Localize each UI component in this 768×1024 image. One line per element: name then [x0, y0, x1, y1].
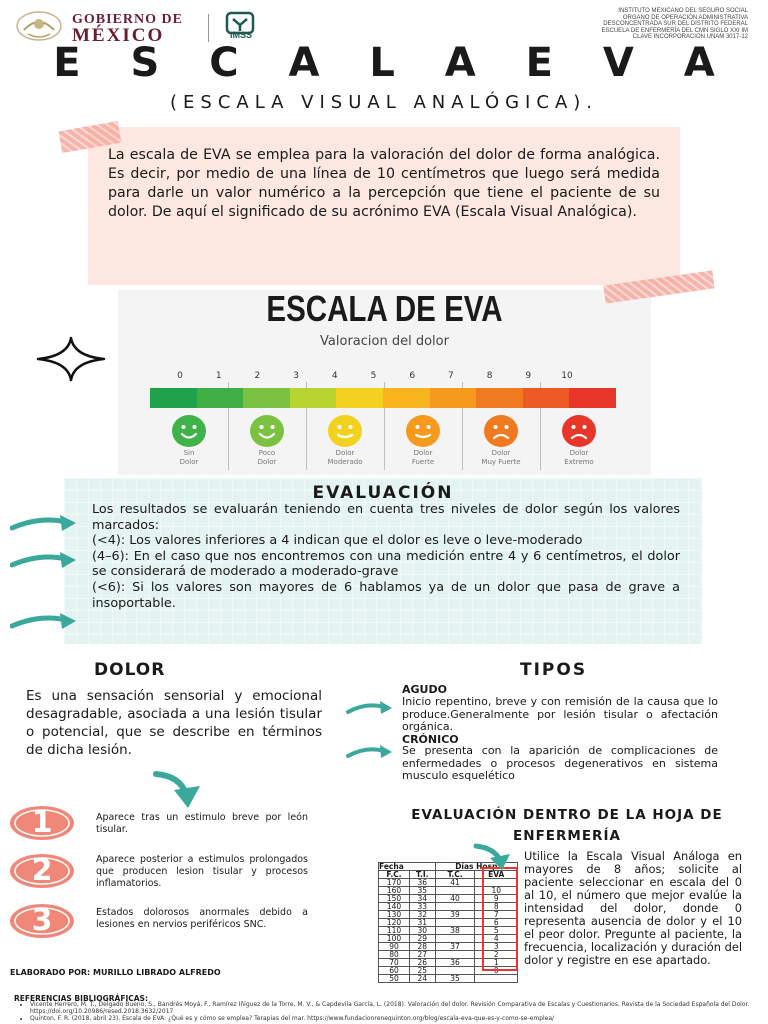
gobierno-mexico-logo: GOBIERNO DE MÉXICO [72, 12, 183, 46]
dolor-item-text: Aparece tras un estimulo breve por león tisular. [96, 812, 308, 835]
eva-column-highlight [482, 867, 518, 971]
reference-item: • Vicente Herrero, M. T., Delgado Bueno, S., Bandrés Moyá, F., Ramírez Iñiguez de la Torre, M. V., & Capdevila García, L. (2018). Valoración del dolor. Revisión Comparativa de Escalas y Cuestionarios. Revista de la Sociedad Española del Dolor. https://doi.org/10.20986/resed.2018.3632/2017 [30, 1001, 762, 1015]
scale-color-segment [150, 388, 197, 408]
scale-color-segment [383, 388, 430, 408]
teal-arrow-icon [346, 742, 394, 762]
table-cell: 3 [475, 943, 518, 951]
tipos-title: TIPOS [520, 660, 588, 680]
hoja-text: Utilice la Escala Visual Análoga en mayores de 8 años; solicite al paciente seleccionar en escala del 0 al 10, el número que mejor evalúe la intensidad del dolor, donde 0 representa ausencia de dolor y el 10 el peor dolor. Pregunte al paciente, la frecuencia, localización y duración del dolor y registre en ese apartado. [524, 849, 742, 967]
evaluation-paragraph: (4–6): En el caso que nos encontremos con una medición entre 4 y 6 centímetros, el dolor se considerará de moderado a moderado-grave [92, 548, 680, 580]
hoja-title: EVALUACIÓN DENTRO DE LA HOJA DE ENFERMERÍA [411, 807, 723, 844]
face-label: Dolor Fuerte [411, 449, 435, 466]
dolor-item-text: Aparece posterior a estimulos prolongados que producen lesion tisular y procesos inflamatorios. [96, 854, 308, 889]
table-cell: 31 [409, 919, 435, 927]
table-cell: 160 [379, 887, 410, 895]
table-cell: 27 [409, 951, 435, 959]
table-cell: 170 [379, 879, 410, 887]
curved-arrow-icon [472, 842, 520, 872]
table-cell: 36 [409, 879, 435, 887]
table-cell: 80 [379, 951, 410, 959]
table-header: T.I. [409, 871, 435, 879]
dolor-item-text: Estados dolorosos anormales debido a lesiones en nervios periféricos SNC. [96, 907, 308, 930]
table-cell: 60 [379, 967, 410, 975]
evaluation-text [92, 502, 680, 611]
number-3-label: 3 [31, 903, 53, 938]
table-cell: 35 [435, 975, 475, 983]
scale-tick-9: 9 [525, 371, 532, 381]
face-neutral-icon [405, 414, 441, 448]
table-cell: 50 [379, 975, 410, 983]
table-cell: 8 [475, 903, 518, 911]
scale-tick-6: 6 [409, 371, 416, 381]
scale-color-segment [523, 388, 570, 408]
table-cell: 30 [409, 927, 435, 935]
table-cell: 2 [475, 951, 518, 959]
scale-color-segment [197, 388, 244, 408]
face-label: Dolor Muy Fuerte [481, 449, 521, 466]
table-dias: Días Hosp [435, 863, 517, 871]
table-cell: 120 [379, 919, 410, 927]
number-1-label: 1 [31, 805, 53, 840]
scale-color-segment [290, 388, 337, 408]
face-neutral-icon [327, 414, 363, 448]
table-cell: 41 [435, 879, 475, 887]
author-credit: ELABORADO POR: MURILLO LIBRADO ALFREDO [10, 968, 221, 977]
table-cell: 29 [409, 935, 435, 943]
intro-text: La escala de EVA se emplea para la valoración del dolor de forma analógica. Es decir, por medio de una línea de 10 centímetros que luego será medida para darle un valor numérico a la percepción que tiene el paciente de su dolor. De aquí el significado de su acrónimo EVA (Escala Visual Analógica). [108, 147, 660, 220]
table-cell: 130 [379, 911, 410, 919]
table-cell: 38 [435, 927, 475, 935]
table-cell: 90 [379, 943, 410, 951]
curved-arrow-icon [150, 768, 210, 810]
table-cell: 40 [435, 895, 475, 903]
table-cell: 25 [409, 967, 435, 975]
table-cell: 5 [475, 927, 518, 935]
table-cell: 0 [475, 967, 518, 975]
cronico-heading: CRÓNICO [402, 733, 459, 746]
scale-tick-7: 7 [448, 371, 454, 381]
table-cell: 4 [475, 935, 518, 943]
table-header: F.C. [379, 871, 410, 879]
face-label: Dolor Moderado [327, 449, 363, 466]
teal-arrow-icon [10, 549, 80, 573]
references-list [22, 1001, 762, 1022]
evaluation-paragraph: (<4): Los valores inferiores a 4 indican que el dolor es leve o leve-moderado [92, 533, 583, 549]
table-cell: 26 [409, 959, 435, 967]
table-cell: 1 [475, 959, 518, 967]
table-cell: 28 [409, 943, 435, 951]
dolor-definition: Es una sensación sensorial y emocional desagradable, asociada a una lesión tisular o potencial, que se describe en términos de dicha lesión. [26, 688, 322, 758]
reference-item: • Quinton, F. R. (2018, abril 23). Escala de EVA: ¿Qué es y cómo se emplea? Terapias del mar. https://www.fundacionrenequinton.org/blog/escala-eva-que-es-y-como-se-emplea/ [30, 1015, 762, 1022]
scale-tick-2: 2 [254, 371, 261, 381]
institution-info: INSTITUTO MEXICANO DEL SEGURO SOCIAL ORGANO DE OPERACIÓN ADMINISTRATIVA DESCONCENTRADA SUR DEL DISTRITO FEDERAL ESCUELA DE ENFERMERÍA DEL CMN SIGLO XXI IM CLAVE INCORPORACION UNAM 3017-12 [601, 8, 748, 41]
scale-tick-8: 8 [486, 371, 493, 381]
face-label: Dolor Extremo [564, 449, 594, 466]
table-row [379, 975, 518, 983]
scale-subtitle: Valoracion del dolor [320, 334, 449, 349]
table-cell: 34 [409, 895, 435, 903]
scale-tick-10: 10 [561, 371, 573, 381]
scale-tick-5: 5 [370, 371, 377, 381]
agudo-text: Inicio repentino, breve y con remisión de la causa que lo produce.Generalmente por lesión tisular o afectación orgánica. [402, 695, 718, 734]
scale-color-segment [336, 388, 383, 408]
table-cell: 36 [435, 959, 475, 967]
teal-arrow-icon [346, 698, 394, 718]
scale-title: ESCALA DE EVA [266, 288, 503, 329]
face-label: Poco Dolor [257, 449, 277, 466]
main-title: E S C A L A E V A [53, 40, 733, 86]
table-cell: 7 [475, 911, 518, 919]
table-cell: 39 [435, 911, 475, 919]
header-divider [208, 14, 209, 42]
table-cell: 24 [409, 975, 435, 983]
face-happy-icon [249, 414, 285, 448]
table-cell [475, 975, 518, 983]
scale-tick-1: 1 [215, 371, 222, 381]
table-header: EVA [475, 871, 518, 879]
table-cell: 33 [409, 903, 435, 911]
teal-arrow-icon [10, 610, 80, 634]
table-header: T.C. [435, 871, 475, 879]
table-cell: 35 [409, 887, 435, 895]
mexico-seal-icon [14, 10, 64, 42]
table-cell: 37 [435, 943, 475, 951]
table-cell: 150 [379, 895, 410, 903]
evaluation-title: EVALUACIÓN [312, 483, 454, 503]
sub-title: (ESCALA VISUAL ANALÓGICA). [170, 92, 598, 113]
table-cell: 9 [475, 895, 518, 903]
number-2-label: 2 [31, 853, 53, 888]
references-title: REFERENCIAS BIBLIOGRÁFICAS: [14, 994, 148, 1003]
sparkle-icon [36, 336, 106, 382]
cronico-text: Se presenta con la aparición de complicaciones de enfermedades o procesos degenerativos en sistema musculo esquelético [402, 744, 718, 783]
table-cell: 32 [409, 911, 435, 919]
scale-tick-0: 0 [177, 371, 183, 381]
scale-tick-3: 3 [293, 371, 299, 381]
face-sad-icon [483, 414, 519, 448]
table-cell: 140 [379, 903, 410, 911]
agudo-heading: AGUDO [402, 683, 447, 696]
scale-color-segment [476, 388, 523, 408]
table-cell: 6 [475, 919, 518, 927]
table-cell: 10 [475, 887, 518, 895]
scale-color-segment [569, 388, 616, 408]
face-happy-icon [171, 414, 207, 448]
teal-arrow-icon [10, 512, 80, 536]
face-label: Sin Dolor [179, 449, 199, 466]
table-cell: 70 [379, 959, 410, 967]
scale-color-segment [243, 388, 290, 408]
scale-color-segment [430, 388, 477, 408]
table-cell: 110 [379, 927, 410, 935]
imss-label: IMSS [229, 30, 252, 40]
scale-tick-4: 4 [331, 371, 338, 381]
face-sad-icon [561, 414, 597, 448]
table-fecha: Fecha [379, 863, 436, 871]
evaluation-paragraph: Los resultados se evaluarán teniendo en cuenta tres niveles de dolor según los valores marcados: [92, 502, 680, 533]
table-cell: 100 [379, 935, 410, 943]
dolor-title: DOLOR [94, 660, 166, 680]
evaluation-paragraph: (<6): Si los valores son mayores de 6 hablamos ya de un dolor que pasa de grave a insoportable. [92, 579, 680, 611]
